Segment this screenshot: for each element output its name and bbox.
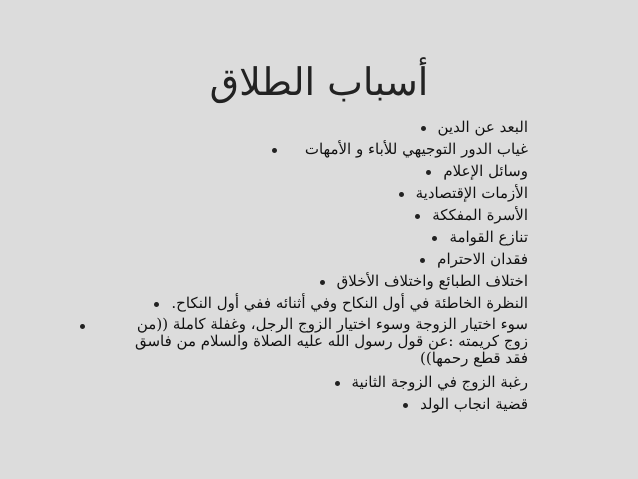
list-item [118,248,528,270]
list-item [118,204,528,226]
list-item [118,138,528,160]
item-text: النظرة الخاطئة في أول النكاح وفي أثنائه ففي أول النكاح. [171,294,528,312]
item-text: فقدان الاحترام [437,250,528,268]
list-item [118,270,528,292]
bullet-icon [272,148,277,153]
bullet-icon [335,381,340,386]
item-text: الأسرة المفككة [432,206,528,224]
list-item [118,182,528,204]
bullet-icon [403,403,408,408]
list-item [118,160,528,182]
bullet-icon [399,192,404,197]
bullet-icon [432,236,437,241]
list-item [118,371,528,393]
bullet-icon [420,258,425,263]
item-text: رغبة الزوج في الزوجة الثانية [351,373,528,391]
bullet-icon [426,170,431,175]
list-item [118,116,528,138]
bullet-icon [421,126,426,131]
item-text: اختلاف الطبائع واختلاف الأخلاق [336,272,528,290]
item-text: الأزمات الإقتصادية [415,184,528,202]
bullet-icon [320,280,325,285]
bullet-icon [80,324,85,329]
item-text: غياب الدور التوجيهي للأباء و الأمهات [304,140,528,158]
item-text: سوء اختيار الزوجة وسوء اختيار الزوج الرجل، وغفلة كاملة ((من زوج كريمته :عن قول رسول الله عليه الصلاة والسلام من فاسق فقد قطع رحمها)) [134,315,528,367]
list-item [118,226,528,248]
item-text: قضية انجاب الولد [420,395,528,413]
item-text: البعد عن الدين [437,118,528,136]
list-item [118,292,528,314]
list-item [118,393,528,415]
item-text: وسائل الإعلام [443,162,528,180]
item-text: تنازع القوامة [449,228,528,246]
bullet-list [118,116,528,415]
bullet-icon [154,302,159,307]
list-item [118,316,528,367]
slide-title: أسباب الطلاق [209,60,429,104]
bullet-icon [415,214,420,219]
